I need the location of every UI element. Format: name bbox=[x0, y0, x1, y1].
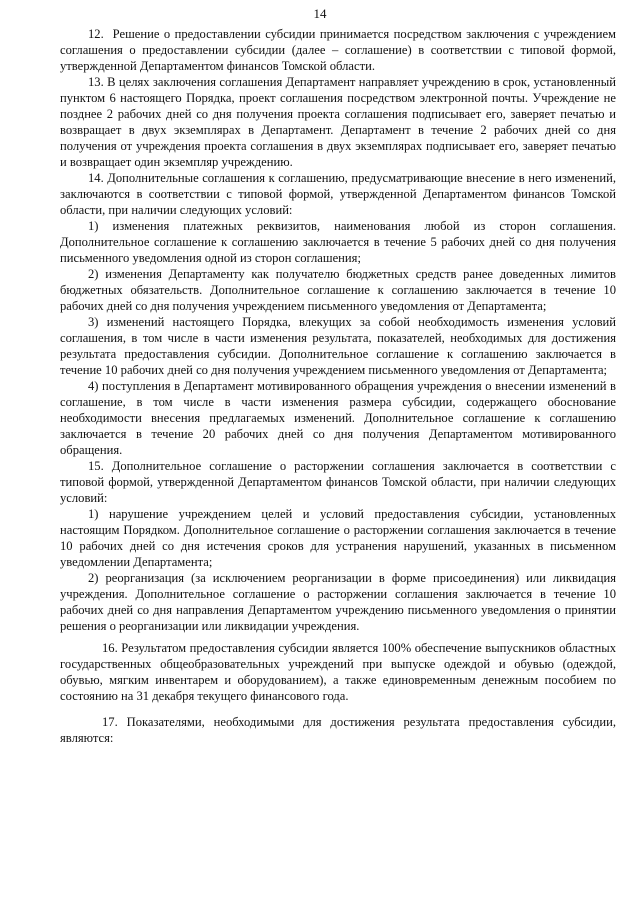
paragraph-14: 14. Дополнительные соглашения к соглашению, предусматривающие внесение в него изменений, заключаются в соответствии с типовой формой, утвержденной Департаментом финансов Томской области, при наличии следующих условий: bbox=[60, 171, 616, 217]
paragraph-15-item-2: 2) реорганизация (за исключением реорганизации в форме присоединения) или ликвидация учреждения. Дополнительное соглашение о расторжении соглашения заключается в течение 10 рабочих дней со дня направления Департаментом учреждению письменного уведомления о принятии решения о реорганизации или ликвидации учреждения. bbox=[60, 571, 616, 633]
paragraph-15: 15. Дополнительное соглашение о расторжении соглашения заключается в соответствии с типовой формой, утвержденной Департаментом финансов Томской области, при наличии следующих условий: bbox=[60, 459, 616, 505]
paragraph-14-item-3: 3) изменений настоящего Порядка, влекущих за собой необходимость изменения условий соглашения, в том числе в части изменения результата, показателей, необходимых для достижения результата предоставления субсидии. Дополнительное соглашение к соглашению заключается в течение 10 рабочих дней со дня получения учреждением письменного уведомления от Департамента; bbox=[60, 315, 616, 377]
paragraph-13: 13. В целях заключения соглашения Департамент направляет учреждению в срок, установленный пунктом 6 настоящего Порядка, проект соглашения посредством электронной почты. Учреждение не позднее 2 рабочих дней со дня получения проекта соглашения подписывает его, заверяет печатью и возвращает в двух экземплярах в Департамент. Департамент в течение 2 рабочих дней со дня получения от учреждения проекта соглашения в двух экземплярах подписывает его, заверяет печатью и возвращает один экземпляр учреждению. bbox=[60, 75, 616, 169]
paragraph-16: 16. Результатом предоставления субсидии является 100% обеспечение выпускников областных государственных общеобразовательных учреждений при выпуске одеждой и обувью (одеждой, обувью, мягким инвентарем и оборудованием), а также единовременным денежным пособием по состоянию на 31 декабря текущего финансового года. bbox=[60, 641, 616, 703]
paragraph-12: 12. Решение о предоставлении субсидии принимается посредством заключения с учреждением соглашения о предоставлении субсидии (далее – соглашение) в соответствии с типовой формой, утвержденной Департаментом финансов Томской области. bbox=[60, 27, 616, 73]
paragraph-14-item-1: 1) изменения платежных реквизитов, наименования любой из сторон соглашения. Дополнительное соглашение к соглашению заключается в течение 5 рабочих дней со дня получения письменного уведомления одной из сторон соглашения; bbox=[60, 219, 616, 265]
paragraph-14-item-4: 4) поступления в Департамент мотивированного обращения учреждения о внесении изменений в соглашение, в том числе в части изменения размера субсидии, содержащего обоснование необходимости внесения предлагаемых изменений. Дополнительное соглашение к соглашению заключается в течение 20 рабочих дней со дня получения Департаментом мотивированного обращения. bbox=[60, 379, 616, 457]
paragraph-14-item-2: 2) изменения Департаменту как получателю бюджетных средств ранее доведенных лимитов бюджетных обязательств. Дополнительное соглашение к соглашению заключается в течение 10 рабочих дней со дня получения учреждением письменного уведомления от Департамента; bbox=[60, 267, 616, 313]
document-body bbox=[60, 26, 616, 746]
page-number: 14 bbox=[313, 6, 327, 21]
paragraph-17: 17. Показателями, необходимыми для достижения результата предоставления субсидии, являются: bbox=[60, 715, 616, 745]
paragraph-15-item-1: 1) нарушение учреждением целей и условий предоставления субсидии, установленных настоящим Порядком. Дополнительное соглашение о расторжении соглашения заключается в течение 10 рабочих дней со дня истечения сроков для устранения нарушений, указанных в письменном уведомлении Департамента; bbox=[60, 507, 616, 569]
